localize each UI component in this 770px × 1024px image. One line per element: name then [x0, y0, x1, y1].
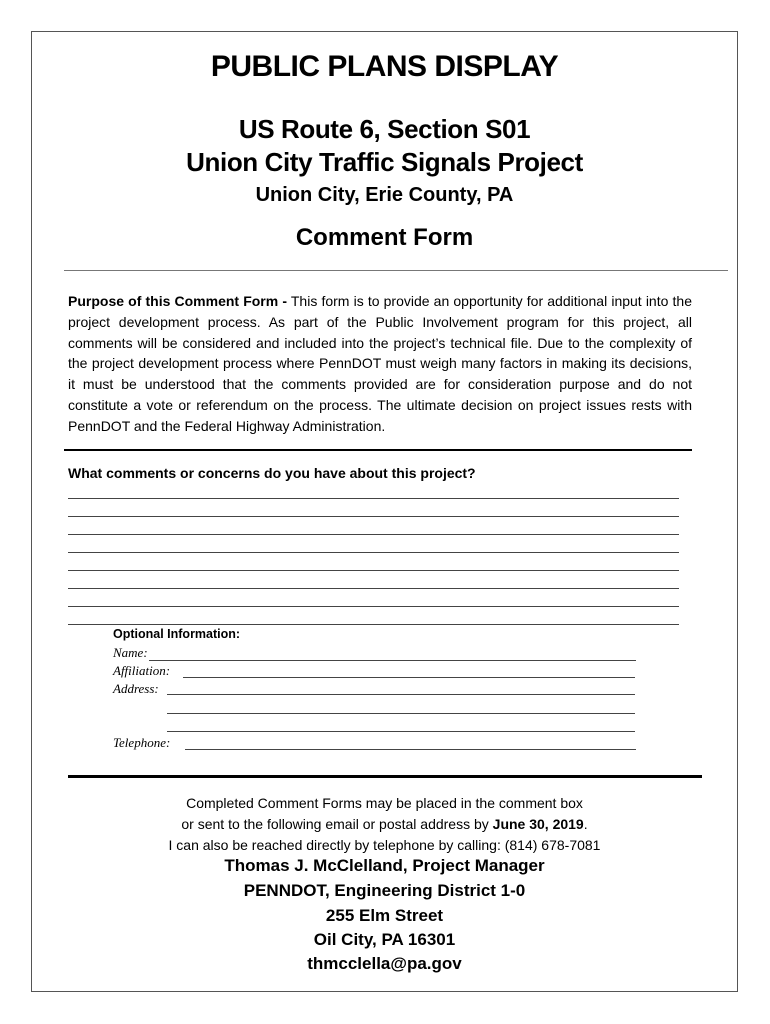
comment-line[interactable]	[68, 624, 679, 625]
footer-divider	[68, 775, 702, 778]
phone-line: I can also be reached directly by telephone by calling: (814) 678-7081	[168, 837, 601, 853]
submission-instructions: Completed Comment Forms may be placed in the comment box	[186, 795, 583, 811]
purpose-text: This form is to provide an opportunity for additional input into the project development process. As part of the Public Involvement program for this project, all comments will be considered and included into the project’s technical file. Due to the complexity of the project development process where PennDOT must weigh many factors in making its decisions, it must be understood that the comments provided are for consideration purpose and do not constitute a vote or referendum on the process. The ultimate decision on project issues rests with PennDOT and the Federal Highway Administration.	[68, 293, 692, 434]
name-label: Name:	[113, 645, 148, 660]
comment-line[interactable]	[68, 534, 679, 535]
contact-organization: PENNDOT, Engineering District 1-0	[243, 881, 526, 900]
deadline-date: June 30, 2019	[492, 816, 584, 832]
address-field[interactable]	[167, 694, 635, 695]
address-field-line-2[interactable]	[167, 713, 635, 714]
header-divider	[64, 270, 728, 271]
contact-city: Oil City, PA 16301	[313, 930, 456, 949]
form-heading: Comment Form	[295, 224, 474, 251]
purpose-paragraph	[68, 291, 692, 437]
address-field-line-3[interactable]	[167, 731, 635, 732]
comment-line[interactable]	[68, 570, 679, 571]
address-label: Address:	[113, 681, 159, 696]
project-heading: Union City Traffic Signals Project	[186, 147, 583, 177]
comment-line[interactable]	[68, 498, 679, 499]
name-field[interactable]	[149, 660, 636, 661]
page-title: PUBLIC PLANS DISPLAY	[210, 50, 559, 83]
route-heading: US Route 6, Section S01	[238, 114, 531, 144]
comment-line[interactable]	[68, 516, 679, 517]
deadline-line	[31, 816, 738, 832]
comment-line[interactable]	[68, 588, 679, 589]
comments-question: What comments or concerns do you have about this project?	[68, 465, 476, 481]
affiliation-field[interactable]	[183, 677, 635, 678]
telephone-field[interactable]	[185, 749, 636, 750]
contact-name: Thomas J. McClelland, Project Manager	[224, 856, 545, 875]
contact-street: 255 Elm Street	[325, 906, 444, 925]
comment-line[interactable]	[68, 606, 679, 607]
deadline-suffix: .	[583, 816, 588, 832]
contact-email[interactable]: thmcclella@pa.gov	[307, 954, 462, 973]
affiliation-label: Affiliation:	[113, 663, 171, 678]
telephone-label: Telephone:	[113, 735, 171, 750]
purpose-divider	[64, 449, 692, 451]
optional-info-title: Optional Information:	[113, 627, 241, 641]
location-heading: Union City, Erie County, PA	[255, 184, 514, 206]
comment-line[interactable]	[68, 552, 679, 553]
deadline-prefix: or sent to the following email or postal address by	[181, 816, 493, 832]
purpose-label: Purpose of this Comment Form -	[68, 293, 287, 309]
